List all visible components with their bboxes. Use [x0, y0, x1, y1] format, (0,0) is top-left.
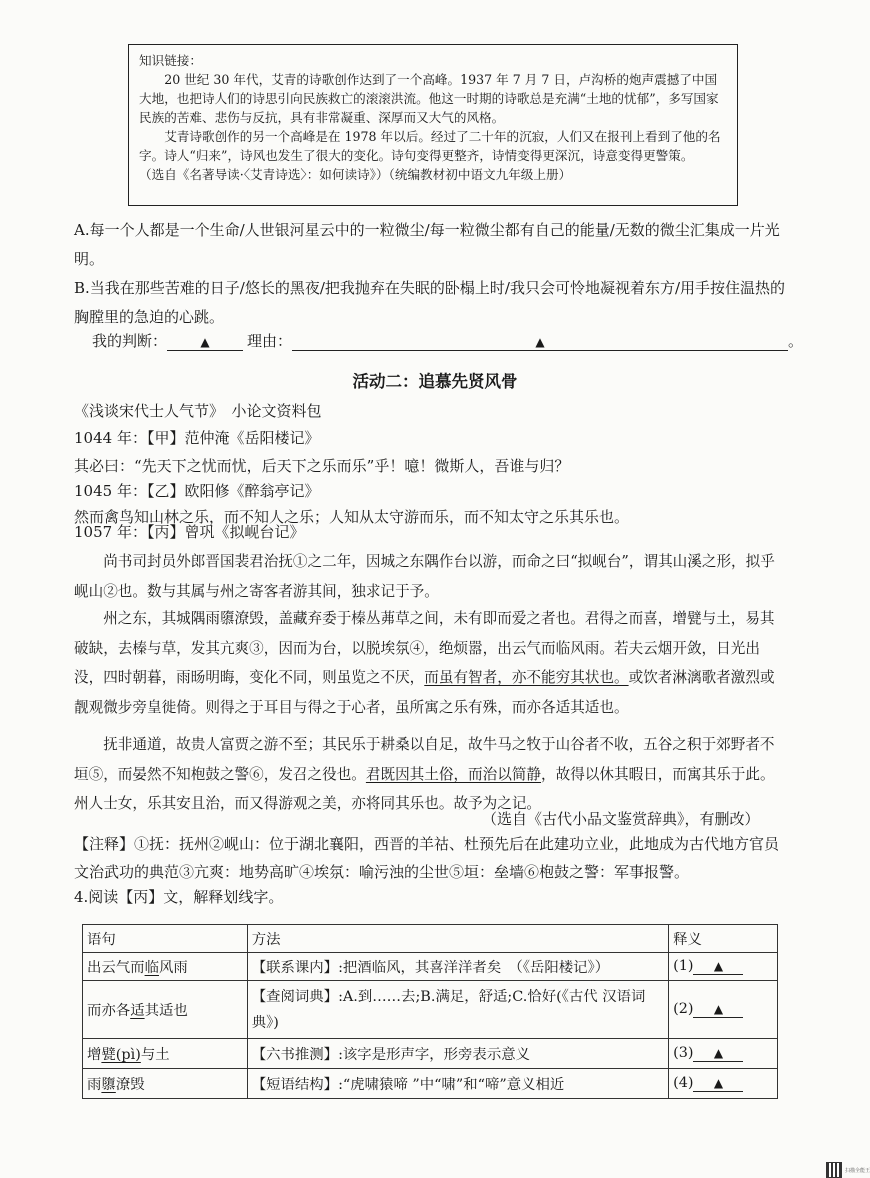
annotation-notes: 【注释】①抚：抚州②岘山：位于湖北襄阳，西晋的羊祜、杜预先后在此建功立业，此地成为古代地方官员文治武功的典范③亢爽：地势高旷④埃氛：喻污浊的尘世⑤垣：垒墙⑥枹鼓之警：军事报警。: [74, 835, 780, 881]
answer-cell[interactable]: [669, 953, 778, 981]
text-jia-heading: 1044 年：【甲】范仲淹《岳阳楼记》: [74, 429, 320, 447]
sentence-text: 风雨: [158, 960, 188, 976]
sentence-cell: [83, 953, 248, 981]
table-header: 释义: [669, 925, 778, 953]
underlined-word: 甓(pì): [101, 1047, 141, 1063]
sentence-cell: [83, 1069, 248, 1099]
answer-triangle-icon: ▲: [713, 1046, 724, 1060]
text-jia-content: 其必曰：“先天下之忧而忧，后天下之乐而乐”乎！噫！微斯人，吾谁与归？: [74, 457, 570, 475]
method-cell: 【短语结构】:“虎啸猿啼 ”中“啸”和“啼”意义相近: [247, 1069, 668, 1099]
answer-number: (2): [673, 1001, 694, 1017]
bing-p3-part-b: ，故得以休其暇日，而寓其乐于此。州人士女，乐其安且治，而又得游观之美，亦将同其乐也。故予为之记。: [74, 765, 775, 812]
text-bing-paragraph-1: 尚书司封员外郎晋国裴君治抚①之二年，因城之东隅作台以游，而命之曰“拟岘台”，谓其山溪之形，拟乎岘山②也。数与其属与州之寄客者游其间，独求记于予。: [74, 553, 775, 600]
text-bing-paragraph-3: [74, 730, 784, 819]
bing-p3-part-a: 抚非通道，故贵人富贾之游不至；其民乐于耕桑以自足，故牛马之牧于山谷者不收，五谷之积于郊野者不垣⑤，而晏然不知枹鼓之警⑥，发召之役也。: [74, 736, 775, 783]
qr-code-icon: [826, 1162, 842, 1178]
underlined-word: 临: [144, 960, 159, 976]
answer-cell[interactable]: [669, 1039, 778, 1069]
underlined-word: 适: [130, 1003, 145, 1019]
answer-triangle-icon: ▲: [535, 335, 545, 349]
answer-triangle-icon: ▲: [713, 959, 724, 973]
text-yi-content: 然而禽鸟知山林之乐，而不知人之乐；人知从太守游而乐，而不知太守之乐其乐也。: [74, 508, 630, 526]
table-row: [83, 953, 778, 981]
bing-p2-part-b: 或饮者淋漓歌者激烈或靓观微步旁皇徙倚。则得之于耳目与得之于心者，虽所寓之乐有殊，而亦各适其适也。: [74, 669, 775, 716]
method-cell: 【联系课内】:把酒临风，其喜洋洋者矣 （《岳阳楼记》）: [247, 953, 668, 981]
package-title: 《浅谈宋代士人气节》 小论文资料包: [74, 402, 322, 420]
answer-blank[interactable]: [693, 958, 743, 975]
answer-cell[interactable]: [669, 1069, 778, 1099]
sentence-text: 其适也: [144, 1003, 188, 1019]
knowledge-box-paragraph-2: 艾青诗歌创作的另一个高峰是在 1978 年以后。经过了二十年的沉寂，人们又在报刊上看到了他的名字。诗人“归来”，诗风也发生了很大的变化。诗句变得更整齐，诗情变得更深沉，诗意变得更警策。: [139, 129, 721, 163]
judgment-blank[interactable]: [167, 332, 243, 351]
answer-number: (1): [673, 958, 694, 974]
reason-blank[interactable]: [292, 332, 788, 351]
text-bing-paragraph-2: [74, 604, 784, 722]
sentence-text: 潦毁: [115, 1077, 145, 1093]
table-header: 语句: [83, 925, 248, 953]
scanner-watermark: [826, 1162, 870, 1178]
answer-table: [82, 924, 778, 1099]
sentence-text: 增: [87, 1047, 102, 1063]
reason-label: 理由：: [247, 332, 293, 350]
answer-triangle-icon: ▲: [713, 1076, 724, 1090]
watermark-text: 扫描全能王: [845, 1167, 870, 1174]
table-header-row: [83, 925, 778, 953]
underlined-word: 隳: [101, 1077, 116, 1093]
table-row: [83, 981, 778, 1039]
knowledge-box-title: 知识链接：: [139, 53, 202, 68]
method-cell: 【查阅词典】:A.到……去;B.满足，舒适;C.恰好(《古代 汉语词典》): [247, 981, 668, 1039]
answer-blank[interactable]: [693, 1045, 743, 1062]
sentence-text: 出云气而: [87, 960, 145, 976]
sentence-text: 而亦各: [87, 1003, 131, 1019]
answer-triangle-icon: ▲: [713, 1002, 724, 1016]
answer-cell[interactable]: [669, 981, 778, 1039]
text-bing-source: （选自《古代小品文鉴赏辞典》，有删改）: [482, 810, 760, 828]
sentence-cell: [83, 1039, 248, 1069]
option-b: B.当我在那些苦难的日子/悠长的黑夜/把我抛弃在失眠的卧榻上时/我只会可怜地凝视着东方/用手按住温热的胸膛里的急迫的心跳。: [74, 279, 786, 326]
judgment-line: [92, 330, 803, 351]
table-row: [83, 1069, 778, 1099]
underlined-sentence-1: 而虽有智者，亦不能穷其状也。: [424, 669, 629, 686]
judgment-period: 。: [788, 332, 804, 350]
knowledge-box-paragraph-1: 20 世纪 30 年代，艾青的诗歌创作达到了一个高峰。1937 年 7 月 7 日，卢沟桥的炮声震撼了中国大地，也把诗人们的诗思引向民族救亡的滚滚洪流。他这一时期的诗歌总是充满“土地的忧郁”，多写国家民族的苦难、悲伤与反抗，具有非常凝重、深厚而又大气的风格。: [139, 72, 719, 125]
knowledge-link-box: [128, 44, 738, 206]
activity-two-heading: 活动二：追慕先贤风骨: [352, 372, 518, 391]
answer-blank[interactable]: [693, 1001, 743, 1018]
underlined-sentence-2: 君既因其土俗，而治以简静: [365, 765, 542, 783]
table-header: 方法: [247, 925, 668, 953]
text-yi-heading: 1045 年：【乙】欧阳修《醉翁亭记》: [74, 482, 320, 500]
question-4: 4.阅读【丙】文，解释划线字。: [74, 888, 284, 906]
method-cell: 【六书推测】:该字是形声字，形旁表示意义: [247, 1039, 668, 1069]
option-a: A.每一个人都是一个生命/人世银河星云中的一粒微尘/每一粒微尘都有自己的能量/无数的微尘汇集成一片光明。: [74, 221, 780, 268]
knowledge-box-source: （选自《名著导读·〈艾青诗选〉：如何读诗》）（统编教材初中语文九年级上册）: [139, 167, 572, 182]
sentence-cell: [83, 981, 248, 1039]
answer-number: (3): [673, 1045, 694, 1061]
sentence-text: 雨: [87, 1077, 102, 1093]
table-row: [83, 1039, 778, 1069]
judgment-label: 我的判断：: [92, 332, 168, 350]
answer-blank[interactable]: [693, 1075, 743, 1092]
answer-triangle-icon: ▲: [200, 335, 210, 349]
bing-p2-part-a: 州之东，其城隅雨隳潦毁，盖藏弃委于榛丛茀草之间，未有即而爱之者也。君得之而喜，增甓与土，易其破缺，去榛与草，发其亢爽③，因而为台，以脱埃氛④，绝烦嚣，出云气而临风雨。若夫云烟开敛，日光出没，四时朝暮，雨旸明晦，变化不同，则虽览之不厌，: [74, 610, 775, 686]
answer-number: (4): [673, 1075, 694, 1091]
sentence-text: 与土: [140, 1047, 170, 1063]
text-bing-heading-text: 1057 年：【丙】曾巩《拟岘台记》: [74, 523, 305, 541]
